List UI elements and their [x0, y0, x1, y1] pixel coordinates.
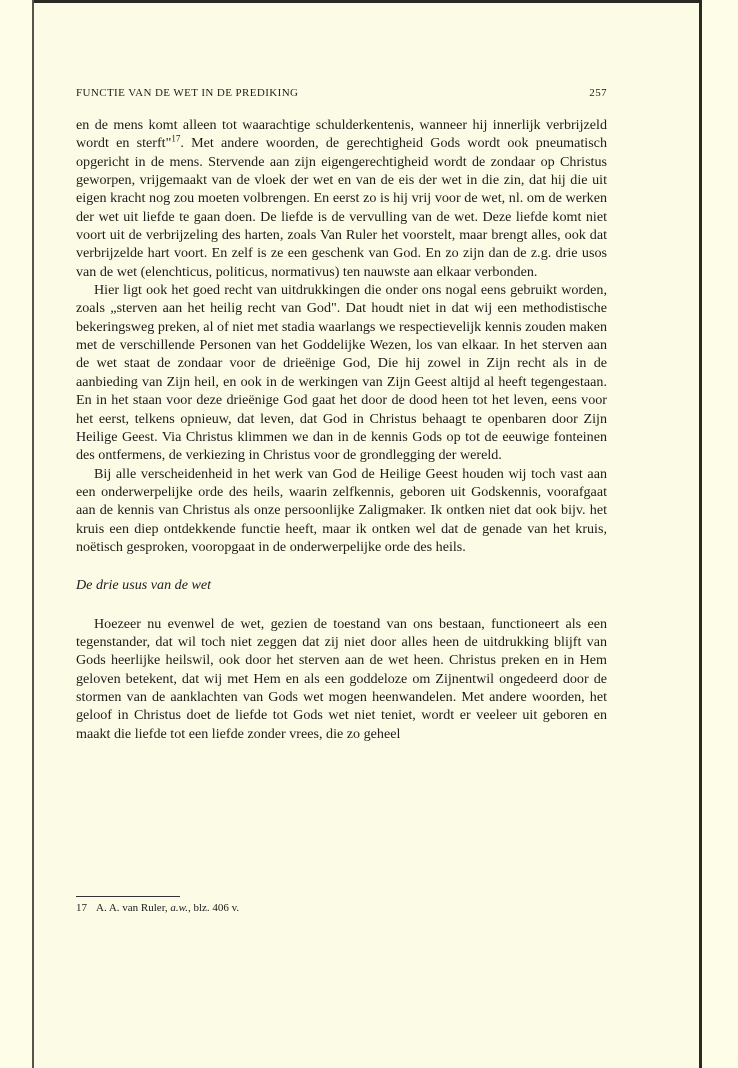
paragraph-3: Bij alle verscheidenheid in het werk van God de Heilige Geest houden wij toch vast aan een onderwerpelijke orde des heils, waarin zelfkennis, geboren uit Godskennis, voorafgaat aan de kennis van Christus als onze persoonlijke Zaligmaker. Ik ontken niet dat ook bijv. het kruis een diep ontdekkende functie heeft, maar ik ontken wel dat de genade van het kruis, noëtisch gesproken, vooropgaat in de onderwerpelijke orde des heils.: [76, 465, 607, 555]
footnote-number: 17: [76, 902, 87, 914]
section-heading: De drie usus van de wet: [76, 577, 212, 594]
footnote-divider: [76, 896, 180, 897]
paragraph-1: [76, 116, 607, 281]
running-head-title: FUNCTIE VAN DE WET IN DE PREDIKING: [76, 87, 299, 99]
footnote-pages: , blz. 406 v.: [187, 902, 240, 914]
paragraph-2: Hier ligt ook het goed recht van uitdrukkingen die onder ons nogal eens gebruikt worden, zoals „sterven aan het heilig recht van God". Dat houdt niet in dat wij een methodistische bekeringsweg preken, al of niet met stadia waarlangs we respectievelijk kennis zouden maken met de verschillende Personen van het Goddelijke Wezen, los van elkaar. In het sterven aan de wet staat de zondaar voor de drieënige God, Die hij zowel in Zijn recht als in de aanbieding van Zijn heil, en ook in de werkingen van Zijn Geest altijd al heeft tegengestaan. En in het staan voor deze drieënige God gaat het door de dood heen tot het leven, eens voor het eerst, telkens opnieuw, dat leven, dat God in Christus behaagt te openbaren door Zijn Heilige Geest. Via Christus klimmen we dan in de kennis Gods op tot de eeuwige fonteinen des ontfermens, de verkiezing in Christus voor de grondlegging der wereld.: [76, 282, 607, 464]
footnote-17: [76, 902, 607, 914]
paragraph-4: Hoezeer nu evenwel de wet, gezien de toestand van ons bestaan, functioneert als een tegenstander, dat wil toch niet zeggen dat zij niet door alles heen de uitdrukking blijft van Gods heerlijke heilswil, ook door het sterven aan de wet heen. Christus preken en in Hem geloven betekent, dat wij met Hem en als een goddeloze om Zijnentwil ongedeerd door de stormen van de aanklachten van Gods wet mogen heenwandelen. Met andere woorden, het geloof in Christus doet de liefde tot Gods wet niet teniet, wordt er veeleer uit geboren en maakt die liefde tot een liefde zonder vrees, die zo geheel: [76, 615, 607, 742]
running-head: [76, 87, 607, 99]
footnote-author: A. A. van Ruler,: [96, 902, 171, 914]
footnote-ref-17: 17: [171, 133, 181, 144]
scan-edge-right: [699, 0, 702, 1068]
body-text: [76, 116, 607, 743]
paragraph-1-text-b: . Met andere woorden, de gerechtigheid Gods wordt ook pneumatisch opgericht in de mens. Stervende aan zijn eigengerechtigheid wordt de zondaar op Christus geworpen, vrijgemaakt van de vloek der wet en van de eis der wet in die zin, dat hij die uit eigen kracht nog zou moeten volbrengen. En eerst zo is hij vrij voor de wet, nl. om de werken der wet uit liefde te gaan doen. De liefde is de vervulling van de wet. Deze liefde komt niet voort uit de verbrijzeling des harten, zoals Van Ruler het voorstelt, maar brengt alles, ook dat verbrijzelde hart voort. En zelf is ze een geschenk van God. En zo zijn dan de z.g. drie usos van de wet (elenchticus, politicus, normativus) ten nauwste aan elkaar verbonden.: [76, 135, 607, 280]
footnote-work: a.w.: [170, 902, 188, 914]
book-page: [34, 3, 699, 1068]
page-number: 257: [589, 87, 607, 99]
paragraph-1-text-a: en de mens komt alleen tot waarachtige schulderkentenis, wanneer hij innerlijk verbrijzeld wordt en sterft": [76, 117, 607, 152]
